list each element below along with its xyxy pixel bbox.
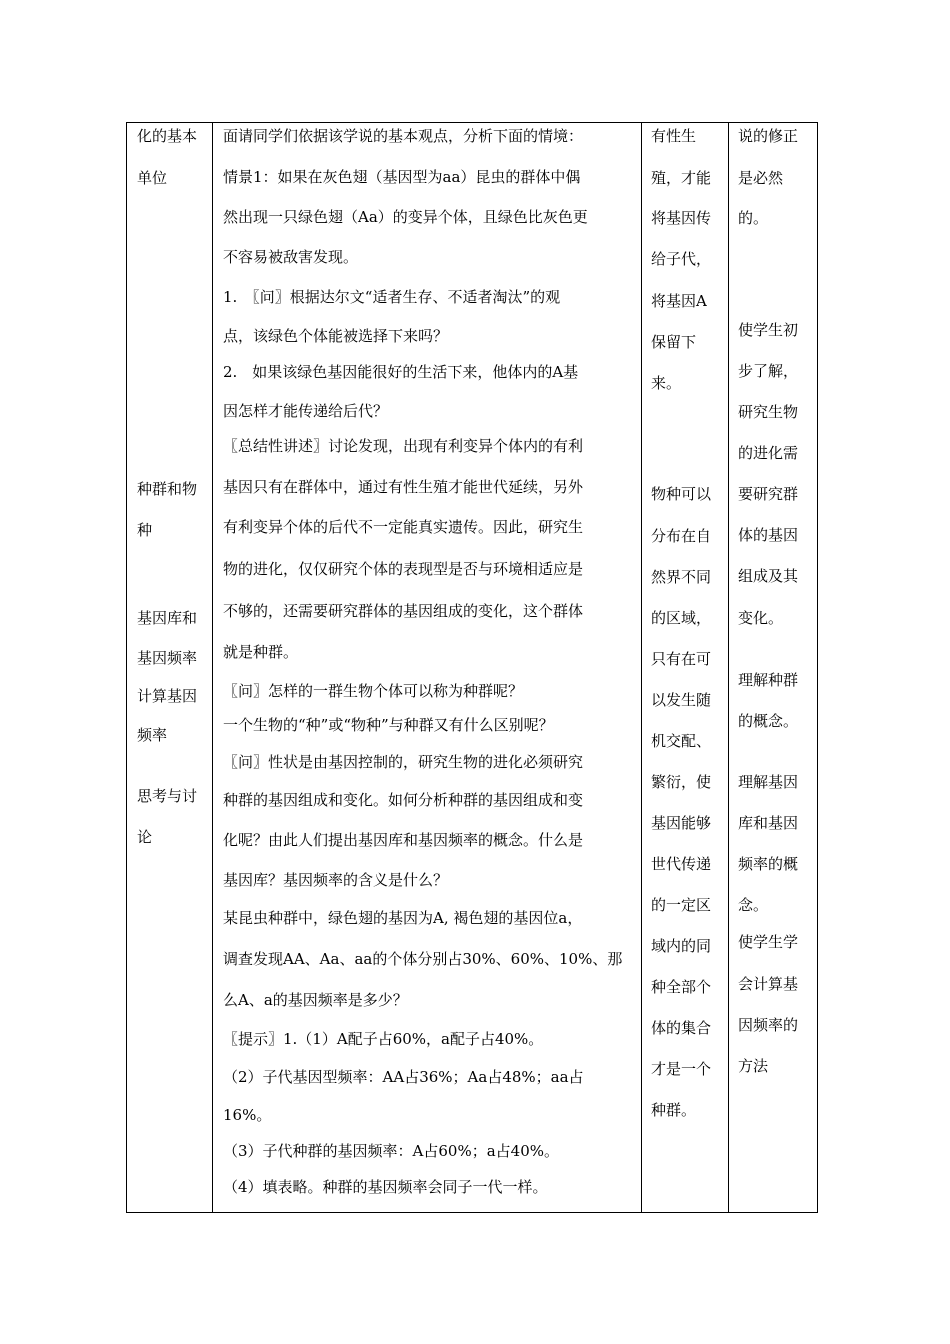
activity-line: 域内的同 — [651, 937, 712, 955]
activity-line: 然界不同 — [651, 568, 712, 586]
content-line: 1. 〖问〗根据达尔文“适者生存、不适者淘汰”的观 — [223, 288, 561, 306]
intent-line: 使学生初 — [738, 321, 799, 339]
activity-line: 繁衍，使 — [651, 773, 712, 791]
intent-line: 要研究群 — [738, 485, 799, 503]
activity-line: 将基因传 — [651, 209, 712, 227]
content-line: （4）填表略。种群的基因频率会同子一代一样。 — [223, 1178, 548, 1196]
intent-line: 理解种群 — [738, 671, 799, 689]
activity-line: 的一定区 — [651, 896, 712, 914]
content-line: 种群的基因组成和变化。如何分析种群的基因组成和变 — [223, 791, 584, 809]
content-line: 〖问〗性状是由基因控制的，研究生物的进化必须研究 — [223, 753, 584, 771]
activity-line: 机交配、 — [651, 732, 712, 750]
topic-line: 种 — [137, 521, 153, 539]
activity-line: 给子代， — [651, 250, 712, 268]
activity-line: 分布在自 — [651, 527, 712, 545]
intent-line: 频率的概 — [738, 855, 799, 873]
content-line: 〖问〗怎样的一群生物个体可以称为种群呢？ — [223, 682, 524, 700]
activity-line: 种全部个 — [651, 978, 712, 996]
content-line: 调查发现AA、Aa、aa的个体分别占30%、60%、10%、那 — [223, 950, 623, 968]
intent-line: 库和基因 — [738, 814, 799, 832]
intent-line: 方法 — [738, 1057, 769, 1075]
topic-line: 基因频率 — [137, 649, 198, 667]
intent-line: 的。 — [738, 209, 769, 227]
activity-line: 将基因A — [651, 292, 707, 310]
intent-line: 变化。 — [738, 609, 784, 627]
intent-line: 步了解， — [738, 362, 799, 380]
content-line: 么A、a的基因频率是多少？ — [223, 991, 408, 1009]
content-line: 基因只有在群体中，通过有性生殖才能世代延续，另外 — [223, 478, 584, 496]
intent-line: 的进化需 — [738, 444, 799, 462]
content-line: 基因库？基因频率的含义是什么？ — [223, 871, 449, 889]
content-line: 然出现一只绿色翅（Aa）的变异个体，且绿色比灰色更 — [223, 208, 588, 226]
content-line: 某昆虫种群中，绿色翅的基因为A, 褐色翅的基因位a， — [223, 909, 583, 927]
content-line: 物的进化，仅仅研究个体的表现型是否与环境相适应是 — [223, 560, 584, 578]
activity-line: 才是一个 — [651, 1060, 712, 1078]
intent-line: 使学生学 — [738, 933, 799, 951]
teaching-content-column — [213, 123, 642, 1213]
content-line: 化呢？由此人们提出基因库和基因频率的概念。什么是 — [223, 831, 584, 849]
intent-line: 组成及其 — [738, 567, 799, 585]
activity-line: 保留下 — [651, 333, 697, 351]
student-activity-column — [642, 123, 729, 1213]
content-line: 不够的，还需要研究群体的基因组成的变化，这个群体 — [223, 602, 584, 620]
content-line: （3）子代种群的基因频率：A占60%；a占40%。 — [223, 1142, 560, 1160]
intent-line: 是必然 — [738, 169, 784, 187]
activity-line: 的区域， — [651, 609, 712, 627]
intent-line: 说的修正 — [738, 127, 799, 145]
topic-line: 思考与讨 — [137, 787, 198, 805]
activity-line: 有性生 — [651, 127, 697, 145]
content-line: 一个生物的“种”或“物种”与种群又有什么区别呢？ — [223, 716, 554, 734]
intent-line: 体的基因 — [738, 526, 799, 544]
intent-line: 的概念。 — [738, 712, 799, 730]
content-line: 面请同学们依据该学说的基本观点，分析下面的情境： — [223, 127, 584, 145]
activity-line: 来。 — [651, 374, 682, 392]
design-intent-column — [729, 123, 818, 1213]
activity-line: 殖，才能 — [651, 169, 712, 187]
activity-line: 以发生随 — [651, 691, 712, 709]
content-line: 〖总结性讲述〗讨论发现，出现有利变异个体内的有利 — [223, 437, 584, 455]
lesson-plan-table — [126, 122, 818, 1213]
intent-line: 念。 — [738, 896, 769, 914]
content-line: 点，该绿色个体能被选择下来吗？ — [223, 327, 449, 345]
activity-line: 种群。 — [651, 1101, 697, 1119]
content-line: 有利变异个体的后代不一定能真实遗传。因此，研究生 — [223, 518, 584, 536]
intent-line: 因频率的 — [738, 1016, 799, 1034]
activity-line: 体的集合 — [651, 1019, 712, 1037]
content-line: 〖提示〗1.（1）A配子占60%，a配子占40%。 — [223, 1030, 544, 1048]
content-line: 情景1：如果在灰色翅（基因型为aa）昆虫的群体中偶 — [223, 168, 581, 186]
topic-line: 种群和物 — [137, 480, 198, 498]
topic-column — [127, 123, 213, 1213]
content-line: 不容易被敌害发现。 — [223, 248, 359, 266]
topic-line: 频率 — [137, 726, 168, 744]
intent-line: 理解基因 — [738, 773, 799, 791]
table-row — [127, 123, 818, 1213]
intent-line: 研究生物 — [738, 403, 799, 421]
activity-line: 只有在可 — [651, 650, 712, 668]
topic-line: 化的基本 — [137, 127, 198, 145]
content-line: 因怎样才能传递给后代？ — [223, 402, 389, 420]
topic-line: 基因库和 — [137, 609, 198, 627]
activity-line: 基因能够 — [651, 814, 712, 832]
content-line: 2. 如果该绿色基因能很好的生活下来，他体内的A基 — [223, 363, 579, 381]
intent-line: 会计算基 — [738, 975, 799, 993]
content-line: 16%。 — [223, 1106, 272, 1124]
content-line: 就是种群。 — [223, 643, 299, 661]
activity-line: 物种可以 — [651, 485, 712, 503]
content-line: （2）子代基因型频率：AA占36%；Aa占48%；aa占 — [223, 1068, 584, 1086]
activity-line: 世代传递 — [651, 855, 712, 873]
topic-line: 论 — [137, 828, 153, 846]
topic-line: 单位 — [137, 169, 168, 187]
topic-line: 计算基因 — [137, 687, 198, 705]
